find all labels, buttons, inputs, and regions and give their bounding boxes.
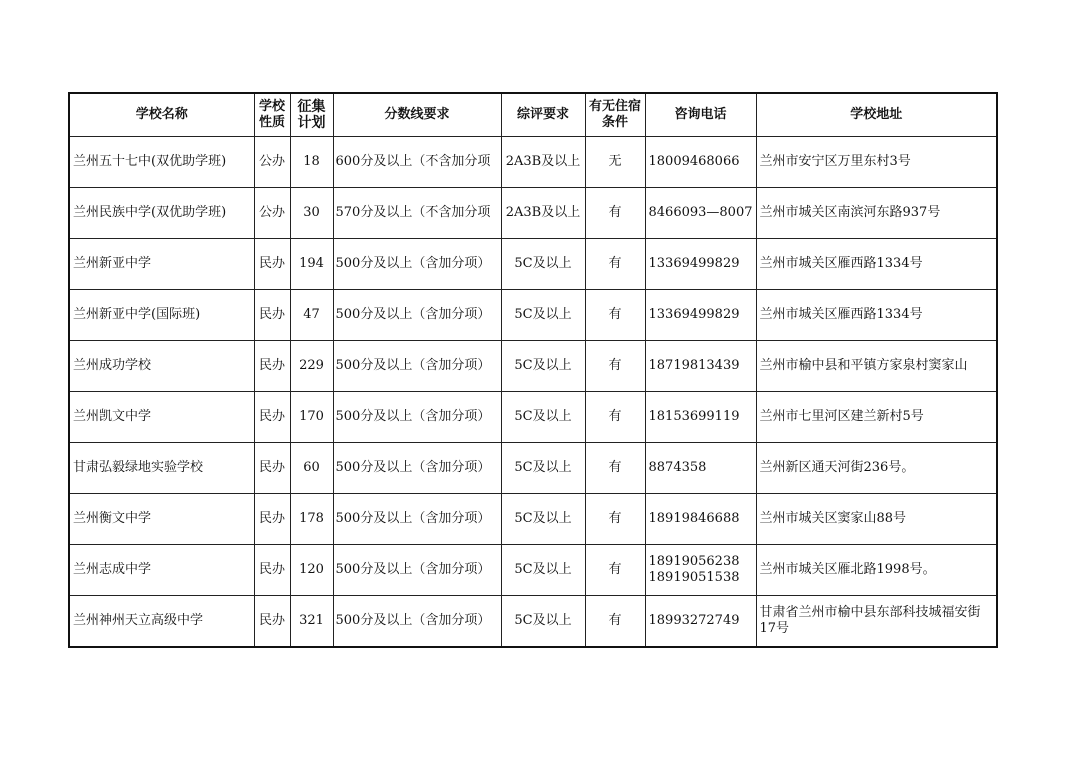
table-row (69, 290, 997, 341)
cell-school-type (254, 188, 290, 239)
cell-address (756, 290, 997, 341)
cell-enrollment-plan-text: 47 (303, 307, 320, 322)
cell-dorm-text: 有 (608, 205, 622, 220)
cell-score-requirement (333, 290, 501, 341)
table-body (69, 137, 997, 648)
cell-enrollment-plan-text: 170 (299, 409, 324, 424)
cell-eval-requirement (501, 239, 585, 290)
cell-address (756, 239, 997, 290)
cell-dorm (585, 188, 645, 239)
cell-enrollment-plan (290, 443, 333, 494)
cell-school-name (69, 443, 254, 494)
cell-score-requirement (333, 494, 501, 545)
cell-score-requirement-text: 500分及以上（含加分项） (335, 358, 491, 373)
cell-enrollment-plan-text: 120 (299, 562, 324, 577)
header-score-requirement-label: 分数线要求 (384, 107, 450, 122)
cell-address (756, 341, 997, 392)
cell-eval-requirement (501, 137, 585, 188)
cell-dorm-text: 有 (608, 511, 622, 526)
cell-school-type-text: 公办 (258, 154, 285, 169)
table-row (69, 392, 997, 443)
cell-address (756, 188, 997, 239)
cell-dorm (585, 137, 645, 188)
cell-eval-requirement (501, 392, 585, 443)
cell-eval-requirement-text: 2A3B及以上 (505, 205, 581, 220)
phone-number: 8466093—8007 (648, 205, 753, 220)
phone-number: 18009468066 (648, 154, 740, 169)
cell-eval-requirement-text: 5C及以上 (514, 460, 572, 475)
cell-school-name-text: 兰州凯文中学 (73, 409, 152, 424)
cell-eval-requirement-text: 5C及以上 (514, 511, 572, 526)
cell-school-type (254, 290, 290, 341)
cell-school-name (69, 290, 254, 341)
cell-address-text: 兰州新区通天河街236号。 (759, 460, 915, 475)
header-eval-requirement (501, 93, 585, 137)
cell-eval-requirement (501, 443, 585, 494)
cell-phone (645, 392, 756, 443)
header-dorm-label: 有无住宿条件 (588, 99, 641, 130)
cell-school-name-text: 兰州神州天立高级中学 (73, 613, 204, 628)
cell-school-name (69, 341, 254, 392)
cell-school-name (69, 188, 254, 239)
cell-enrollment-plan-text: 18 (303, 154, 320, 169)
cell-school-type (254, 392, 290, 443)
cell-eval-requirement (501, 341, 585, 392)
cell-eval-requirement-text: 5C及以上 (514, 409, 572, 424)
cell-phone (645, 494, 756, 545)
cell-address-text: 兰州市城关区雁西路1334号 (759, 307, 923, 322)
cell-school-name-text: 兰州五十七中(双优助学班) (73, 154, 227, 169)
table-row (69, 137, 997, 188)
cell-enrollment-plan (290, 494, 333, 545)
cell-school-type-text: 民办 (258, 307, 285, 322)
table-row (69, 494, 997, 545)
cell-address-text: 兰州市安宁区万里东村3号 (759, 154, 911, 169)
cell-eval-requirement (501, 290, 585, 341)
cell-address (756, 392, 997, 443)
cell-eval-requirement-text: 5C及以上 (514, 256, 572, 271)
cell-score-requirement (333, 392, 501, 443)
cell-address-text: 兰州市榆中县和平镇方家泉村窦家山 (759, 358, 968, 373)
cell-dorm (585, 494, 645, 545)
phone-number: 18993272749 (648, 613, 740, 628)
cell-school-name-text: 兰州新亚中学(国际班) (73, 307, 201, 322)
cell-phone (645, 239, 756, 290)
cell-dorm (585, 545, 645, 596)
phone-number-secondary: 18919051538 (648, 570, 740, 585)
cell-school-name-text: 兰州新亚中学 (73, 256, 152, 271)
cell-enrollment-plan (290, 188, 333, 239)
cell-eval-requirement-text: 5C及以上 (514, 307, 572, 322)
cell-dorm-text: 有 (608, 307, 622, 322)
cell-score-requirement-text: 500分及以上（含加分项） (335, 613, 491, 628)
cell-enrollment-plan-text: 60 (303, 460, 320, 475)
cell-enrollment-plan-text: 30 (303, 205, 320, 220)
cell-school-type (254, 545, 290, 596)
cell-school-type (254, 239, 290, 290)
cell-phone (645, 545, 756, 596)
cell-score-requirement (333, 341, 501, 392)
cell-address-text: 兰州市七里河区建兰新村5号 (759, 409, 924, 424)
cell-enrollment-plan (290, 545, 333, 596)
cell-school-type (254, 341, 290, 392)
cell-address-text: 兰州市城关区南滨河东路937号 (759, 205, 941, 220)
cell-score-requirement (333, 545, 501, 596)
cell-dorm-text: 有 (608, 562, 622, 577)
cell-score-requirement-text: 500分及以上（含加分项） (335, 256, 491, 271)
table-row (69, 596, 997, 648)
cell-dorm-text: 无 (608, 154, 622, 169)
cell-dorm (585, 341, 645, 392)
cell-score-requirement-text: 500分及以上（含加分项） (335, 511, 491, 526)
cell-dorm (585, 392, 645, 443)
table-header-row (69, 93, 997, 137)
cell-score-requirement-text: 600分及以上（不含加分项 (335, 154, 491, 169)
cell-score-requirement (333, 188, 501, 239)
cell-school-name (69, 392, 254, 443)
phone-number: 18153699119 (648, 409, 740, 424)
cell-address (756, 494, 997, 545)
cell-school-name (69, 239, 254, 290)
cell-school-name-text: 甘肃弘毅绿地实验学校 (73, 460, 204, 475)
cell-enrollment-plan (290, 341, 333, 392)
header-school-type-label: 学校性质 (258, 99, 285, 130)
cell-school-type-text: 民办 (258, 511, 285, 526)
school-enrollment-table (68, 92, 998, 648)
cell-eval-requirement (501, 545, 585, 596)
cell-enrollment-plan-text: 321 (299, 613, 324, 628)
cell-school-type (254, 443, 290, 494)
cell-phone (645, 290, 756, 341)
cell-dorm (585, 443, 645, 494)
cell-score-requirement (333, 596, 501, 648)
cell-enrollment-plan (290, 239, 333, 290)
cell-school-type-text: 民办 (258, 613, 285, 628)
header-school-name (69, 93, 254, 137)
cell-score-requirement-text: 500分及以上（含加分项） (335, 409, 491, 424)
cell-score-requirement (333, 137, 501, 188)
table-row (69, 545, 997, 596)
cell-enrollment-plan-text: 194 (299, 256, 324, 271)
cell-enrollment-plan (290, 290, 333, 341)
cell-score-requirement-text: 500分及以上（含加分项） (335, 562, 491, 577)
cell-dorm (585, 596, 645, 648)
cell-school-name-text: 兰州成功学校 (73, 358, 152, 373)
cell-dorm-text: 有 (608, 460, 622, 475)
cell-eval-requirement-text: 5C及以上 (514, 562, 572, 577)
phone-number: 13369499829 (648, 307, 740, 322)
cell-phone (645, 137, 756, 188)
cell-score-requirement (333, 239, 501, 290)
cell-phone (645, 188, 756, 239)
cell-school-name-text: 兰州志成中学 (73, 562, 152, 577)
header-score-requirement (333, 93, 501, 137)
cell-school-name (69, 494, 254, 545)
phone-number: 18919056238 (648, 554, 740, 569)
cell-dorm-text: 有 (608, 358, 622, 373)
cell-eval-requirement (501, 596, 585, 648)
cell-eval-requirement-text: 2A3B及以上 (505, 154, 581, 169)
cell-enrollment-plan-text: 229 (299, 358, 324, 373)
cell-dorm (585, 290, 645, 341)
table-row (69, 443, 997, 494)
school-table-container (68, 92, 996, 648)
cell-phone (645, 443, 756, 494)
cell-school-type-text: 公办 (258, 205, 285, 220)
cell-score-requirement-text: 500分及以上（含加分项） (335, 460, 491, 475)
cell-school-type (254, 596, 290, 648)
header-address-label: 学校地址 (850, 107, 903, 122)
cell-eval-requirement-text: 5C及以上 (514, 613, 572, 628)
cell-address-text: 甘肃省兰州市榆中县东部科技城福安街17号 (759, 605, 981, 636)
cell-phone (645, 596, 756, 648)
cell-eval-requirement-text: 5C及以上 (514, 358, 572, 373)
header-enrollment-plan (290, 93, 333, 137)
cell-enrollment-plan (290, 596, 333, 648)
phone-number: 13369499829 (648, 256, 740, 271)
cell-school-type-text: 民办 (258, 562, 285, 577)
header-school-type (254, 93, 290, 137)
table-row (69, 341, 997, 392)
cell-school-name-text: 兰州民族中学(双优助学班) (73, 205, 227, 220)
cell-address-text: 兰州市城关区雁北路1998号。 (759, 562, 936, 577)
header-eval-requirement-label: 综评要求 (516, 107, 569, 122)
cell-school-type (254, 137, 290, 188)
cell-enrollment-plan-text: 178 (299, 511, 324, 526)
cell-score-requirement (333, 443, 501, 494)
phone-number: 18919846688 (648, 511, 740, 526)
cell-address-text: 兰州市城关区雁西路1334号 (759, 256, 923, 271)
table-row (69, 188, 997, 239)
header-phone-label: 咨询电话 (674, 107, 727, 122)
header-address (756, 93, 997, 137)
cell-address-text: 兰州市城关区窦家山88号 (759, 511, 907, 526)
cell-enrollment-plan (290, 137, 333, 188)
cell-eval-requirement (501, 494, 585, 545)
cell-school-name (69, 545, 254, 596)
cell-school-type-text: 民办 (258, 358, 285, 373)
cell-score-requirement-text: 500分及以上（含加分项） (335, 307, 491, 322)
cell-school-name-text: 兰州衡文中学 (73, 511, 152, 526)
cell-school-type-text: 民办 (258, 409, 285, 424)
phone-number: 8874358 (648, 460, 707, 475)
cell-address (756, 596, 997, 648)
cell-address (756, 545, 997, 596)
cell-school-type-text: 民办 (258, 256, 285, 271)
header-dorm (585, 93, 645, 137)
cell-school-name (69, 137, 254, 188)
table-row (69, 239, 997, 290)
header-phone (645, 93, 756, 137)
cell-dorm-text: 有 (608, 613, 622, 628)
cell-eval-requirement (501, 188, 585, 239)
cell-address (756, 443, 997, 494)
phone-number: 18719813439 (648, 358, 740, 373)
cell-dorm (585, 239, 645, 290)
cell-school-type (254, 494, 290, 545)
cell-enrollment-plan (290, 392, 333, 443)
cell-address (756, 137, 997, 188)
cell-score-requirement-text: 570分及以上（不含加分项 (335, 205, 491, 220)
header-enrollment-plan-label: 征集计划 (297, 99, 326, 131)
cell-school-type-text: 民办 (258, 460, 285, 475)
cell-school-name (69, 596, 254, 648)
cell-dorm-text: 有 (608, 256, 622, 271)
header-school-name-label: 学校名称 (135, 107, 188, 122)
cell-dorm-text: 有 (608, 409, 622, 424)
cell-phone (645, 341, 756, 392)
